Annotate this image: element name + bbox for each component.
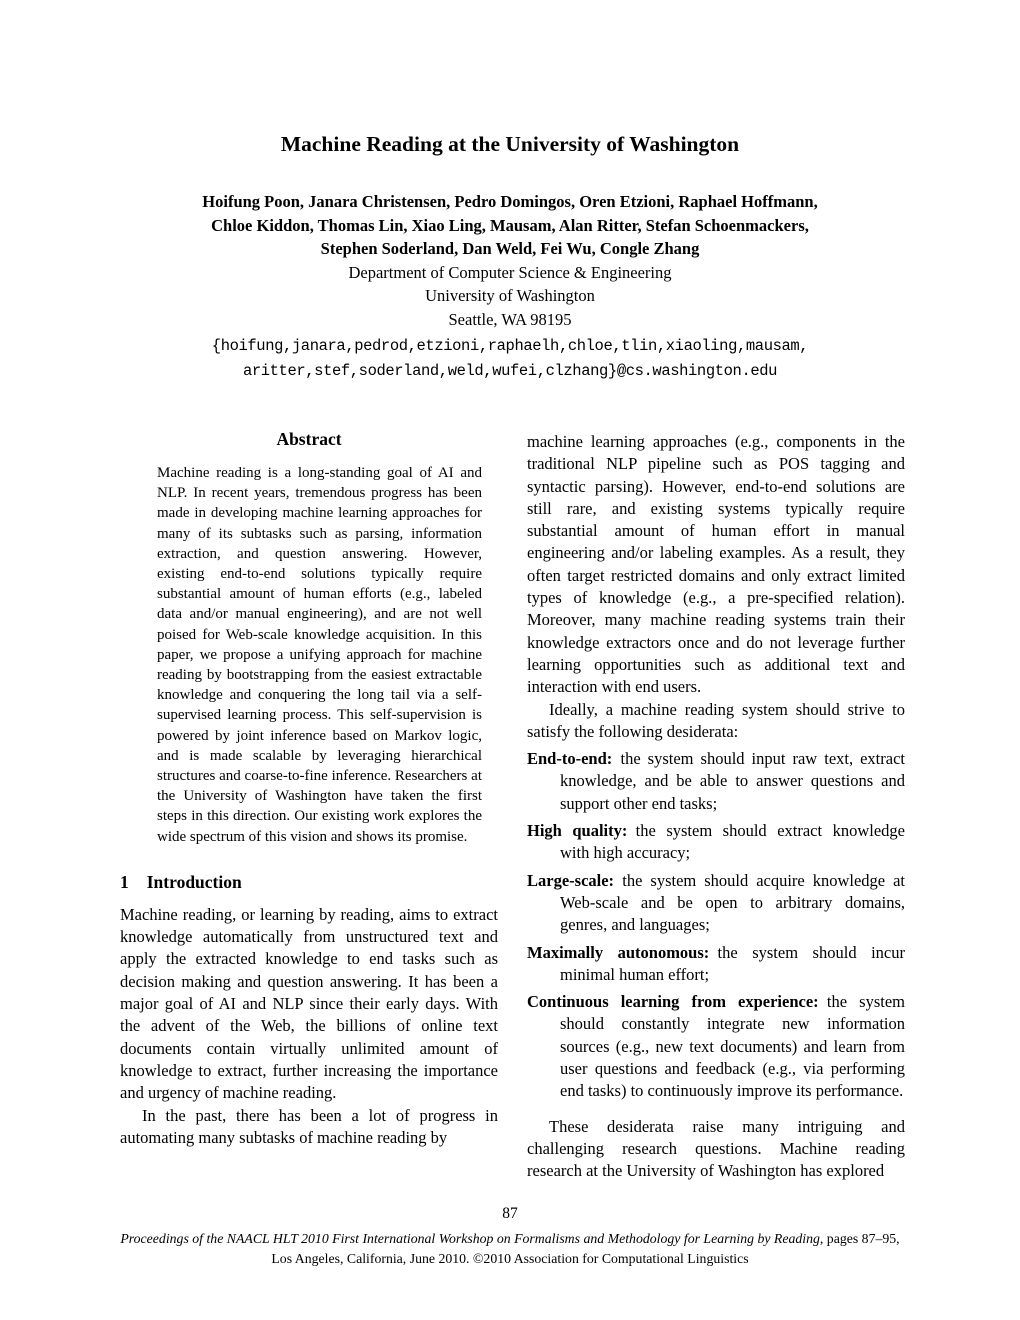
proceedings-footer (0, 1229, 1020, 1268)
footer-line: Los Angeles, California, June 2010. ©2010 Association for Computational Linguistics (271, 1250, 749, 1266)
section-heading-introduction (120, 870, 498, 894)
item-text: the system should constantly integrate new information sources (e.g., new text documents) and learn from user questions and feedback (e.g., via performing end tasks) to continuously improve its performance. (560, 992, 905, 1101)
paragraph: These desiderata raise many intriguing and challenging research questions. Machine reading research at the University of Washington has explored (527, 1116, 905, 1181)
proceedings-pages: , pages 87–95, (819, 1231, 900, 1246)
paragraph: In the past, there has been a lot of progress in automating many subtasks of machine reading by (120, 1105, 498, 1147)
section-title: Introduction (146, 871, 242, 892)
paragraph: Machine reading, or learning by reading, aims to extract knowledge automatically from unstructured text and apply the extracted knowledge to end tasks such as decision making and question answering. It has been a major goal of AI and NLP since their early days. With the advent of the Web, the billions of online text documents contain virtually unlimited amount of knowledge to extract, further increasing the importance and urgency of machine reading. (120, 904, 498, 1103)
item-label: End-to-end: (527, 749, 613, 769)
item-label: High quality: (527, 821, 628, 841)
author-line: Hoifung Poon, Janara Christensen, Pedro Domingos, Oren Etzioni, Raphael Hoffmann, (202, 192, 818, 211)
item-text: the system should incur minimal human effort; (560, 942, 905, 984)
author-block (0, 190, 1020, 261)
list-item (527, 748, 905, 815)
list-item (527, 942, 905, 987)
item-text: the system should acquire knowledge at Web-scale and be open to arbitrary domains, genres, and languages; (560, 870, 905, 935)
list-item (527, 820, 905, 865)
item-label: Maximally autonomous: (527, 942, 710, 962)
introduction-body (120, 904, 498, 1149)
paragraph: Ideally, a machine reading system should strive to satisfy the following desiderata: (527, 699, 905, 741)
author-line: Stephen Soderland, Dan Weld, Fei Wu, Congle Zhang (320, 239, 700, 259)
affiliation-line: University of Washington (425, 286, 595, 306)
right-column (527, 431, 905, 1183)
paragraph: machine learning approaches (e.g., components in the traditional NLP pipeline such as POS tagging and syntactic parsing). However, end-to-end solutions are still rare, and existing systems typically require substantial amount of human effort in manual engineering and/or labeling examples. As a result, they often target restricted domains and only extract limited types of knowledge (e.g., a pre-specified relation). Moreover, many machine reading systems train their knowledge extractors once and do not leverage further learning opportunities such as additional text and interaction with end users. (527, 432, 905, 697)
abstract-heading: Abstract (276, 429, 342, 449)
footer-line (0, 1229, 1020, 1249)
paper-title: Machine Reading at the University of Washington (280, 132, 740, 156)
affiliation-line: Department of Computer Science & Engineering (348, 262, 672, 282)
item-text: the system should extract knowledge with high accuracy; (560, 821, 906, 863)
item-text: the system should input raw text, extract knowledge, and be able to answer questions and support other end tasks; (560, 749, 905, 813)
item-label: Large-scale: (527, 870, 615, 890)
item-label: Continuous learning from experience: (527, 992, 819, 1012)
left-column (120, 428, 498, 1149)
section-number: 1 (120, 871, 129, 892)
paper-header (0, 131, 1020, 384)
affiliation-line: Seattle, WA 98195 (448, 309, 572, 329)
author-line: Chloe Kiddon, Thomas Lin, Xiao Ling, Mausam, Alan Ritter, Stefan Schoenmackers, (211, 215, 809, 235)
proceedings-title: Proceedings of the NAACL HLT 2010 First International Workshop on Formalisms and Methodology for Learning by Reading (120, 1231, 820, 1246)
email-line: aritter,stef,soderland,weld,wufei,clzhang}@cs.washington.edu (242, 361, 778, 380)
affiliation-block (0, 261, 1020, 332)
page-number: 87 (502, 1205, 518, 1222)
desiderata-list (527, 748, 905, 1102)
list-item (527, 870, 905, 937)
email-block (0, 334, 1020, 384)
list-item (527, 991, 905, 1102)
email-line: {hoifung,janara,pedrod,etzioni,raphaelh,chloe,tlin,xiaoling,mausam, (211, 336, 809, 355)
abstract-text: Machine reading is a long-standing goal of AI and NLP. In recent years, tremendous progress has been made in developing machine learning approaches for many of its subtasks such as parsing, information extraction, and question answering. However, existing end-to-end solutions typically require substantial amount of human efforts (e.g., labeled data and/or manual engineering), and are not well poised for Web-scale knowledge acquisition. In this paper, we propose a unifying approach for machine reading by bootstrapping from the easiest extractable knowledge and conquering the long tail via a self-supervised learning process. This self-supervision is powered by joint inference based on Markov logic, and is made scalable by leveraging hierarchical structures and coarse-to-fine inference. Researchers at the University of Washington have taken the first steps in this direction. Our existing work explores the wide spectrum of this vision and shows its promise. (157, 465, 482, 845)
